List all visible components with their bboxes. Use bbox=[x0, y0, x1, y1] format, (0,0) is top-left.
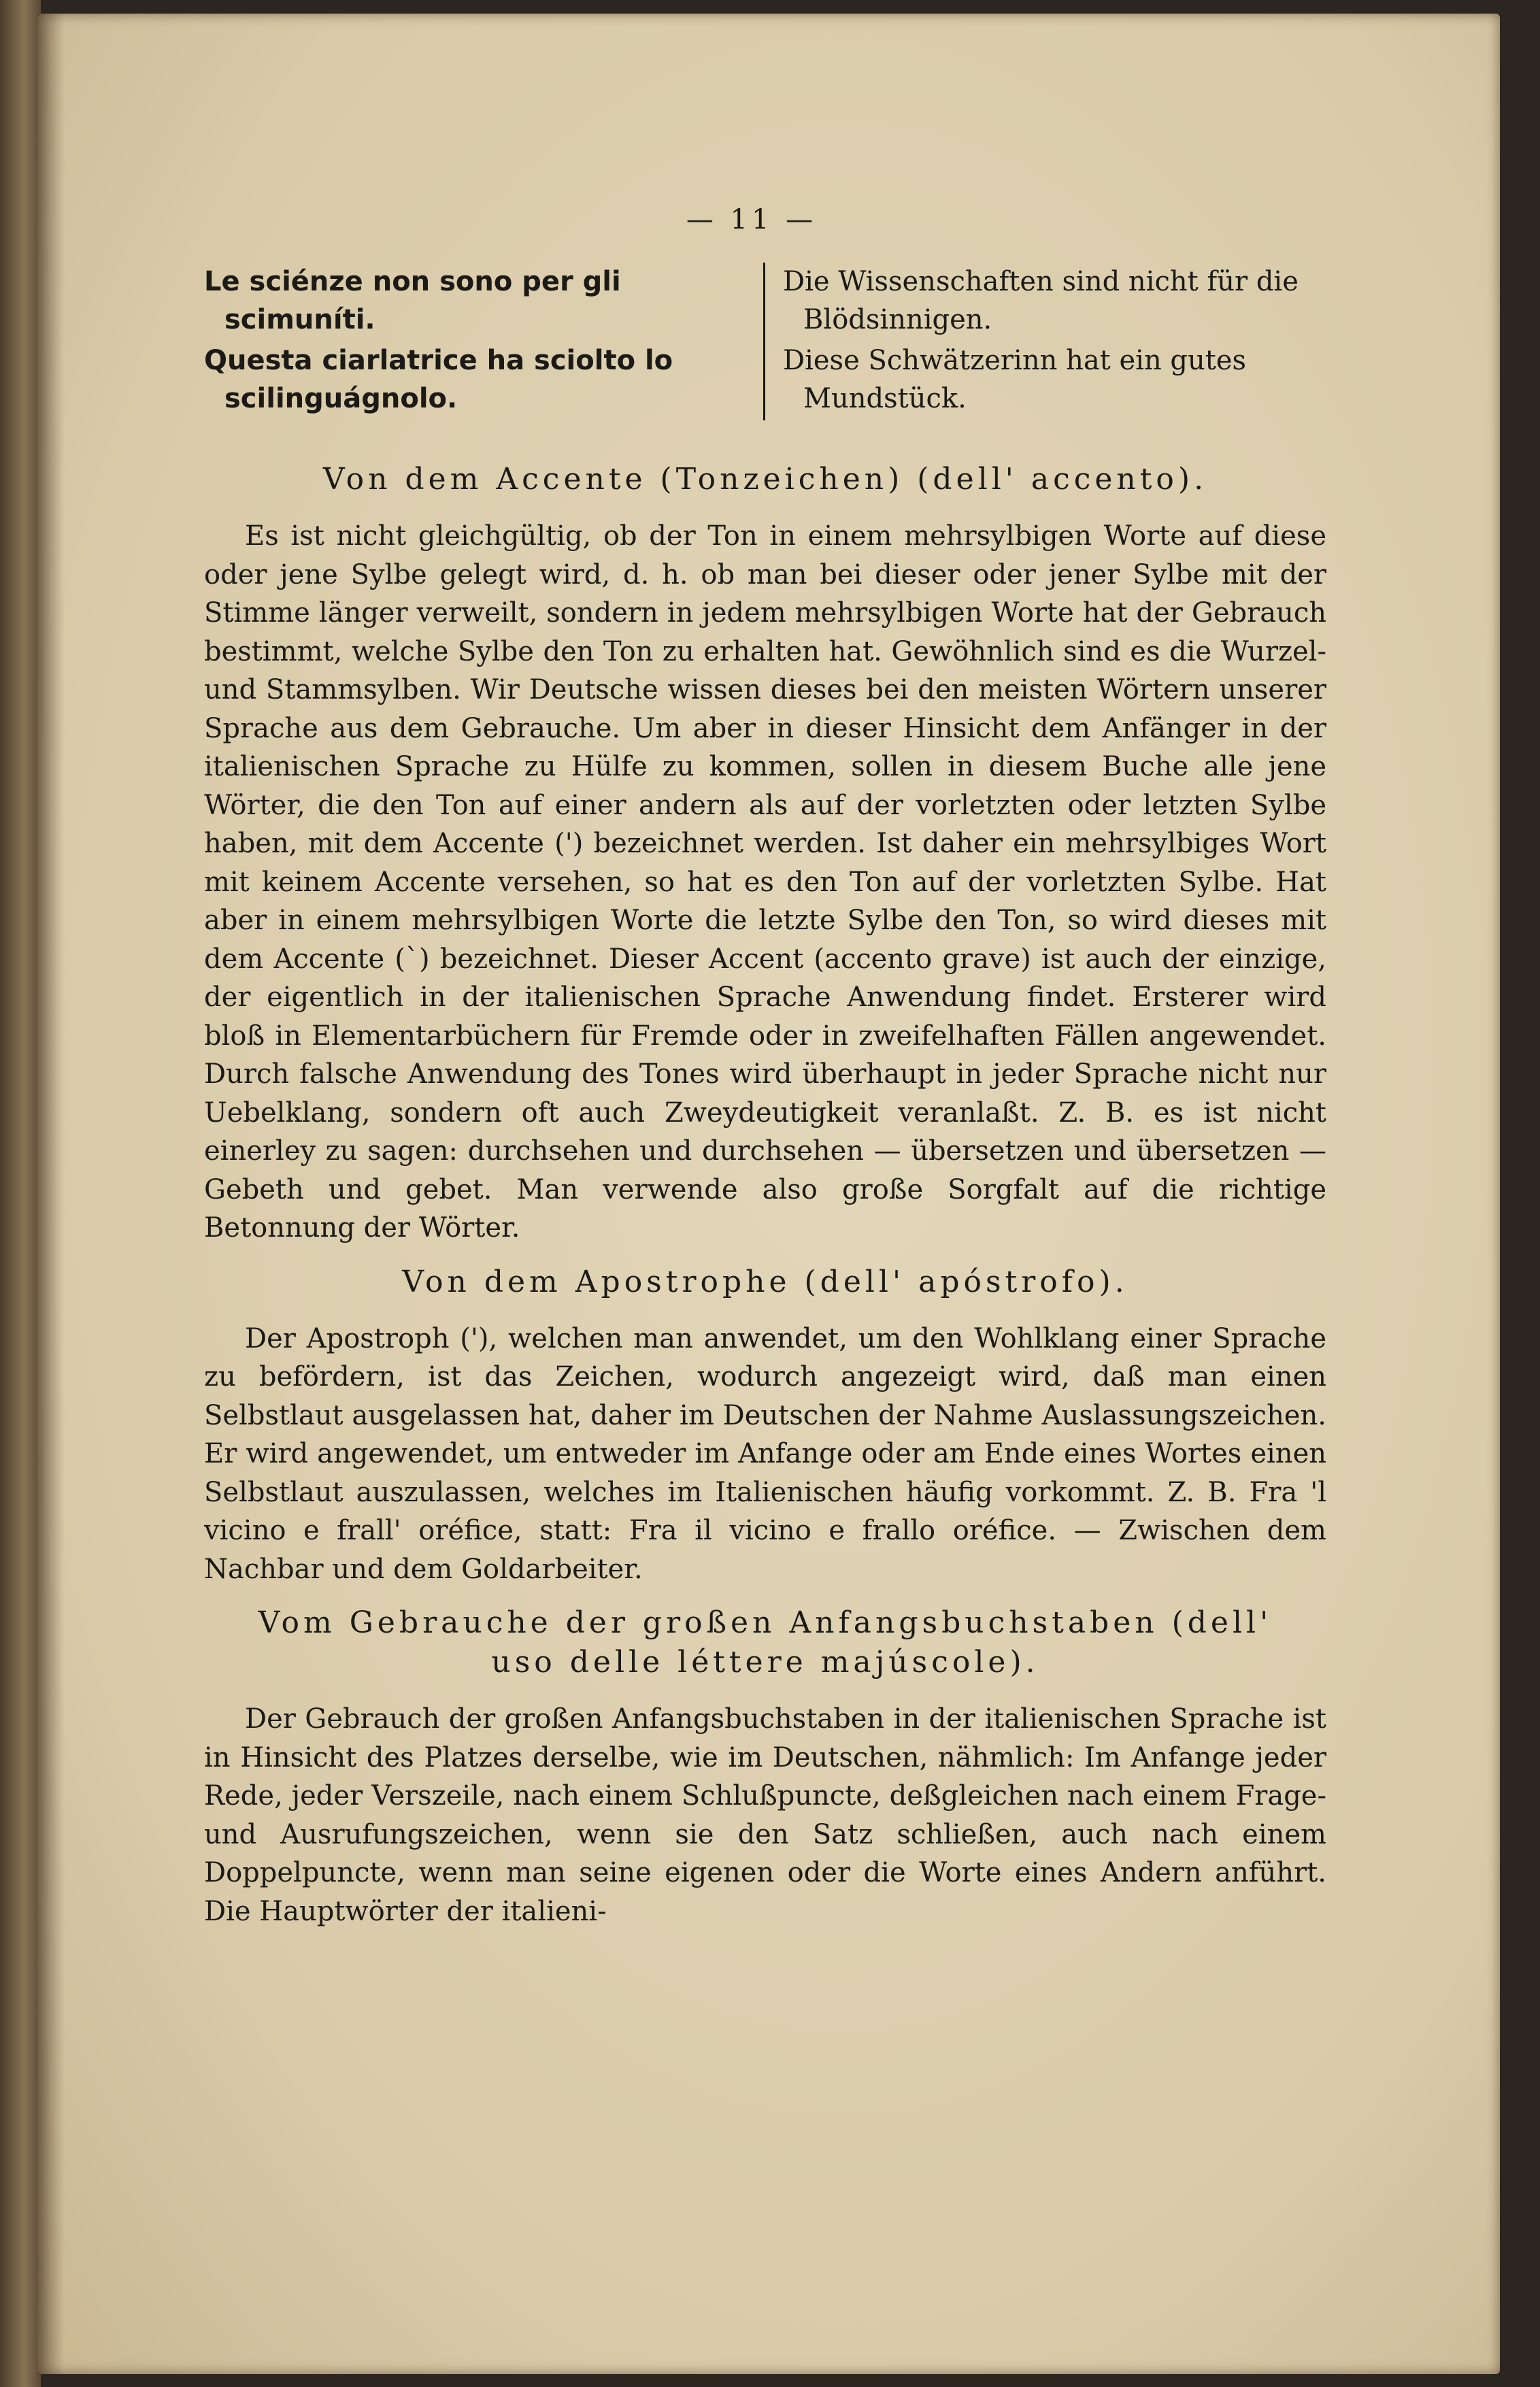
section-heading-capitals bbox=[204, 1603, 1326, 1682]
heading-line: Vom Gebrauche der großen Anfangsbuchstaben (dell' bbox=[258, 1605, 1273, 1640]
italian-phrase: Questa ciarlatrice ha sciolto lo scilinguágnolo. bbox=[204, 345, 673, 414]
german-phrase: Die Wissenschaften sind nicht für die Blödsinnigen. bbox=[783, 266, 1299, 335]
german-column bbox=[765, 263, 1326, 420]
paragraph-accent: Es ist nicht gleichgültig, ob der Ton in einem mehrsylbigen Worte auf diese oder jene Sylbe gelegt wird, d. h. ob man bei dieser oder jener Sylbe mit der Stimme länger verweilt, sondern in jedem mehrsylbigen Worte hat der Gebrauch bestimmt, welche Sylbe den Ton zu erhalten hat. Gewöhnlich sind es die Wurzel- und Stammsylben. Wir Deutsche wissen dieses bei den meisten Wörtern unserer Sprache aus dem Gebrauche. Um aber in dieser Hinsicht dem Anfänger in der italienischen Sprache zu Hülfe zu kommen, sollen in diesem Buche alle jene Wörter, die den Ton auf einer andern als auf der vorletzten oder letzten Sylbe haben, mit dem Accente (') bezeichnet werden. Ist daher ein mehrsylbiges Wort mit keinem Accente versehen, so hat es den Ton auf der vorletzten Sylbe. Hat aber in einem mehrsylbigen Worte die letzte Sylbe den Ton, so wird dieses mit dem Accente (`) bezeichnet. Dieser Accent (accento grave) ist auch der einzige, der eigentlich in der italienischen Sprache Anwendung findet. Ersterer wird bloß in Elementarbüchern für Fremde oder in zweifelhaften Fällen angewendet. Durch falsche Anwendung des Tones wird überhaupt in jeder Sprache nicht nur Uebelklang, sondern oft auch Zweydeutigkeit veranlaßt. Z. B. es ist nicht einerley zu sagen: durchsehen und durchsehen — übersetzen und übersetzen — Gebeth und gebet. Man verwende also große Sorgfalt auf die richtige Betonnung der Wörter. bbox=[204, 520, 1326, 1243]
section-heading-apostrophe: Von dem Apostrophe (dell' apóstrofo). bbox=[402, 1264, 1128, 1299]
german-phrase: Diese Schwätzerinn hat ein gutes Mundstück. bbox=[783, 345, 1247, 414]
italian-phrase: Le sciénze non sono per gli scimuníti. bbox=[204, 266, 621, 335]
vocabulary-table bbox=[204, 263, 1326, 420]
italian-column bbox=[204, 263, 765, 420]
section-heading-accent: Von dem Accente (Tonzeichen) (dell' accento). bbox=[322, 462, 1208, 497]
book-spine bbox=[0, 0, 41, 2387]
paragraph-capitals: Der Gebrauch der großen Anfangsbuchstaben in der italienischen Sprache ist in Hinsicht des Platzes derselbe, wie im Deutschen, nähmlich: Im Anfange jeder Rede, jeder Verszeile, nach einem Schlußpuncte, deßgleichen nach einem Frage- und Ausrufungszeichen, wenn sie den Satz schließen, auch nach einem Doppelpuncte, wenn man seine eigenen oder die Worte eines Andern anführt. Die Hauptwörter der italieni- bbox=[204, 1703, 1326, 1927]
page-content bbox=[204, 204, 1326, 1931]
page-number: — 11 — bbox=[686, 204, 818, 235]
paragraph-apostrophe: Der Apostroph ('), welchen man anwendet, um den Wohlklang einer Sprache zu befördern, ist das Zeichen, wodurch angezeigt wird, daß man einen Selbstlaut ausgelassen hat, daher im Deutschen der Nahme Auslassungszeichen. Er wird angewendet, um entweder im Anfange oder am Ende eines Wortes einen Selbstlaut auszulassen, welches im Italienischen häufig vorkommt. Z. B. Fra 'l vicino e frall' oréfice, statt: Fra il vicino e frallo oréfice. — Zwischen dem Nachbar und dem Goldarbeiter. bbox=[204, 1322, 1326, 1585]
page-fold-shadow bbox=[37, 14, 65, 2374]
heading-line: uso delle léttere majúscole). bbox=[491, 1645, 1039, 1680]
